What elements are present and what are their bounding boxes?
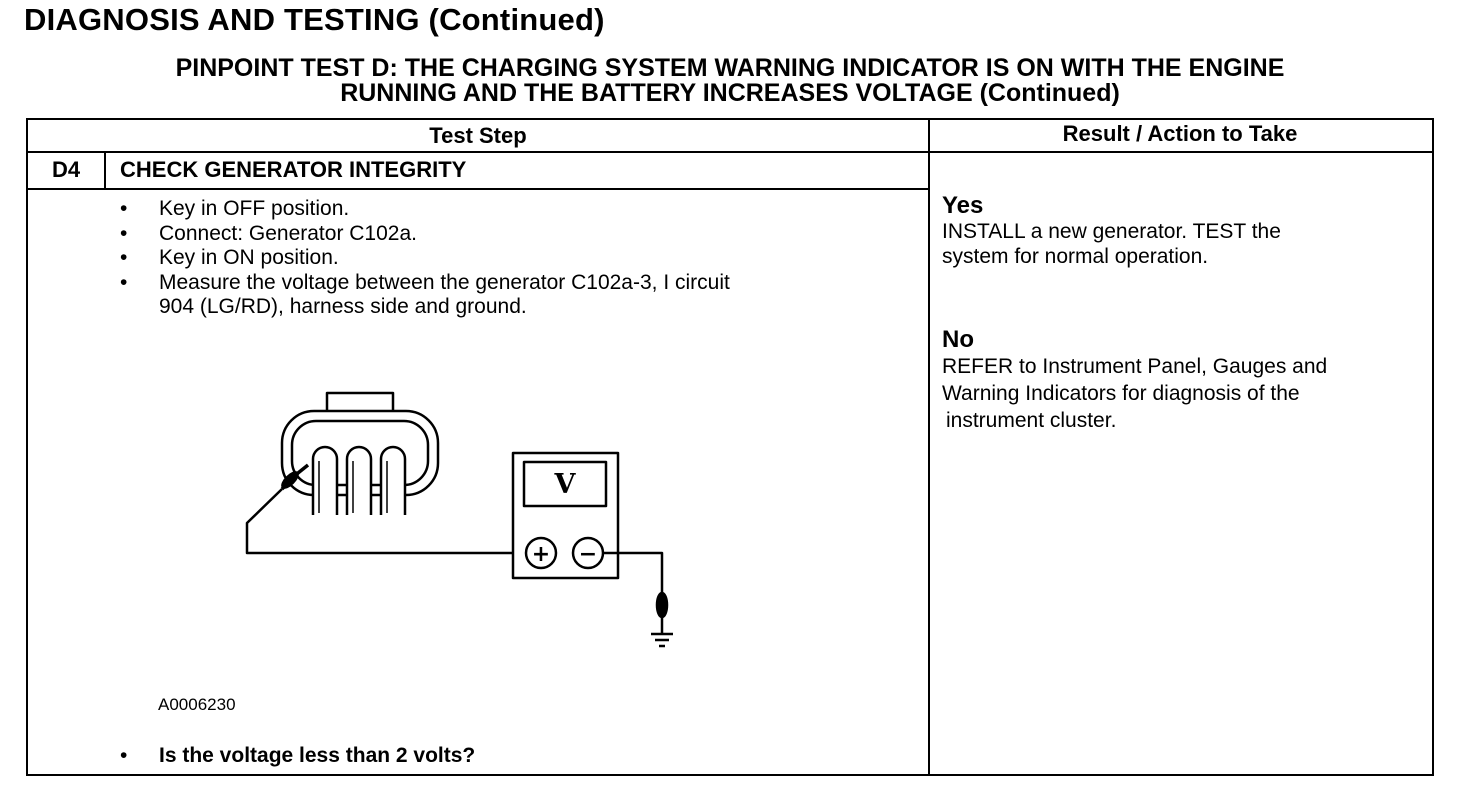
terminal: [313, 447, 337, 515]
result-no: [942, 327, 1327, 434]
voltmeter-symbol: V: [554, 469, 576, 500]
bullet-icon: •: [120, 197, 128, 220]
terminal: [381, 447, 405, 515]
step-title-rule: [26, 188, 930, 190]
header-test-step: Test Step: [429, 123, 527, 148]
figure-id: A0006230: [158, 695, 236, 714]
instruction-item: [118, 271, 730, 320]
instruction-text: Measure the voltage between the generator C102a-3, I circuit: [159, 270, 730, 294]
action-line: INSTALL a new generator. TEST the: [942, 220, 1281, 243]
column-divider: [928, 118, 930, 774]
terminal: [347, 447, 371, 515]
header-rule: [26, 151, 1432, 153]
step-id-divider: [104, 152, 106, 189]
instruction-text: Key in OFF position.: [159, 197, 350, 220]
bullet-icon: •: [120, 270, 128, 294]
instruction-text: Key in ON position.: [159, 246, 339, 269]
bullet-icon: •: [120, 246, 128, 269]
action-line: REFER to Instrument Panel, Gauges and: [942, 355, 1328, 378]
action-line: system for normal operation.: [942, 245, 1209, 268]
instruction-text: Connect: Generator C102a.: [159, 221, 417, 245]
result-action-no: [942, 353, 1327, 434]
result-action-yes: [942, 219, 1281, 269]
plus-symbol: +: [531, 542, 551, 567]
bullet-icon: •: [120, 221, 128, 245]
result-yes: [942, 193, 1281, 269]
ground-probe: [657, 593, 667, 617]
header-result-action: Result / Action to Take: [1062, 121, 1298, 146]
instruction-item: [118, 222, 730, 247]
step-title: CHECK GENERATOR INTEGRITY: [120, 157, 467, 182]
question-text: Is the voltage less than 2 volts?: [159, 744, 476, 767]
step-question: [118, 744, 475, 768]
page-heading: DIAGNOSIS AND TESTING (Continued): [24, 2, 605, 37]
result-answer-no: No: [942, 326, 974, 353]
instruction-item: [118, 246, 730, 271]
result-answer-yes: Yes: [942, 192, 984, 219]
test-title-line-1: PINPOINT TEST D: THE CHARGING SYSTEM WARNING INDICATOR IS ON WITH THE ENGINE: [175, 54, 1285, 82]
instruction-text-continued: 904 (LG/RD), harness side and ground.: [159, 295, 527, 318]
test-title-line-2: RUNNING AND THE BATTERY INCREASES VOLTAGE (Continued): [340, 79, 1120, 107]
instruction-item: [118, 197, 730, 222]
action-line: instrument cluster.: [946, 409, 1117, 432]
voltmeter-wiring-diagram: [230, 385, 700, 660]
bullet-icon: •: [120, 744, 128, 767]
step-id: D4: [51, 157, 81, 182]
action-line: Warning Indicators for diagnosis of the: [942, 382, 1300, 405]
step-instructions: [118, 197, 730, 320]
minus-symbol: −: [578, 542, 598, 567]
